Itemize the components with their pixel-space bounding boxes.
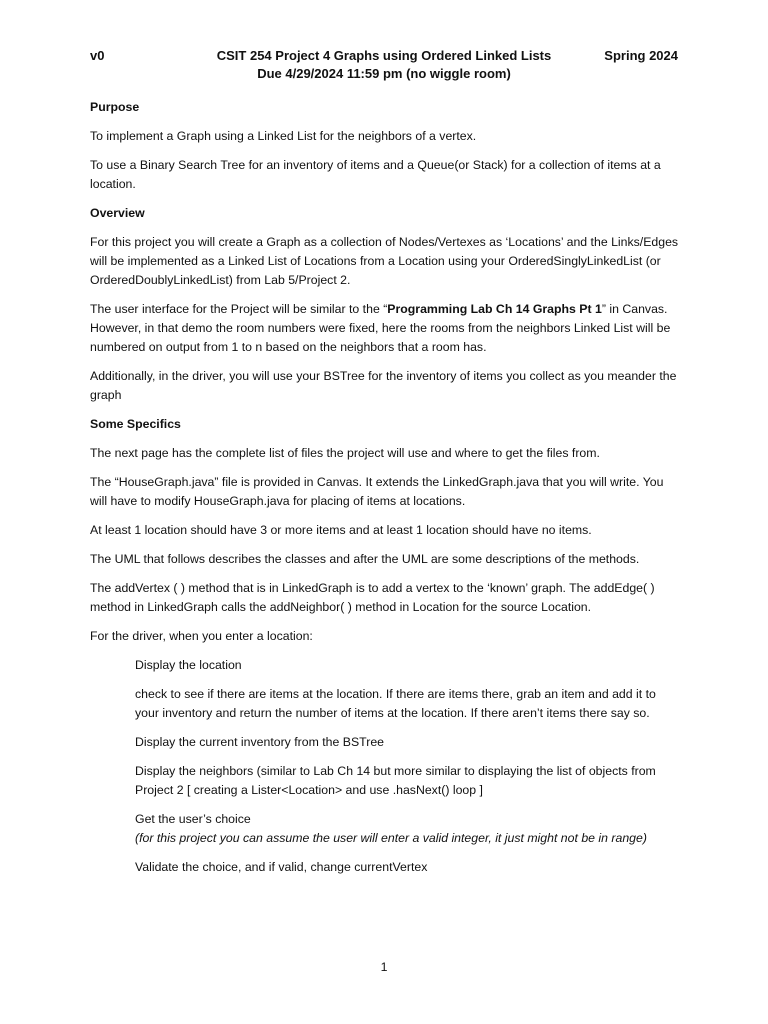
paragraph: To use a Binary Search Tree for an inventory of items and a Queue(or Stack) for a collection of items at a location.	[90, 158, 661, 191]
italic-note: (for this project you can assume the user will enter a valid integer, it just might not be in range)	[135, 831, 647, 845]
header-due-date: Due 4/29/2024 11:59 pm (no wiggle room)	[257, 66, 511, 81]
header-version: v0	[90, 48, 105, 63]
paragraph: The UML that follows describes the classes and after the UML are some descriptions of the methods.	[90, 552, 640, 566]
paragraph: The next page has the complete list of files the project will use and where to get the files from.	[90, 446, 600, 460]
header-title: CSIT 254 Project 4 Graphs using Ordered Linked Lists	[216, 48, 552, 63]
driver-step: Display the neighbors (similar to Lab Ch 14 but more similar to displaying the list of objects from Project 2 [ creating a Lister<Location> and use .hasNext() loop ]	[135, 764, 656, 797]
paragraph: The addVertex ( ) method that is in LinkedGraph is to add a vertex to the ‘known’ graph. The addEdge( ) method in LinkedGraph calls the addNeighbor( ) method in Location for the source Location.	[90, 581, 655, 614]
driver-step: check to see if there are items at the location. If there are items there, grab an item and add it to your inventory and return the number of items at the location. If there aren’t items there say so.	[135, 687, 656, 720]
header-term: Spring 2024	[604, 48, 678, 63]
section-heading-purpose: Purpose	[90, 100, 140, 114]
section-heading-overview: Overview	[90, 206, 145, 220]
document-body	[90, 98, 682, 887]
bold-lab-reference: Programming Lab Ch 14 Graphs Pt 1	[387, 302, 602, 316]
page-number: 1	[380, 960, 388, 974]
driver-step: Display the location	[135, 658, 242, 672]
paragraph: For the driver, when you enter a location:	[90, 629, 313, 643]
driver-step: Validate the choice, and if valid, change currentVertex	[135, 860, 428, 874]
paragraph: To implement a Graph using a Linked List for the neighbors of a vertex.	[90, 129, 477, 143]
text-run: ” in Canvas. However, in that demo the room numbers were fixed, here the rooms from the neighbors Linked List will be numbered on output from 1 to n based on the neighbors that a room has.	[90, 302, 671, 354]
paragraph: The “HouseGraph.java” file is provided in Canvas. It extends the LinkedGraph.java that you will write. You will have to modify HouseGraph.java for placing of items at locations.	[90, 475, 664, 508]
driver-step: Display the current inventory from the BSTree	[135, 735, 384, 749]
driver-step	[135, 810, 682, 848]
paragraph	[90, 300, 682, 357]
paragraph: Additionally, in the driver, you will use your BSTree for the inventory of items you collect as you meander the graph	[90, 369, 677, 402]
text-run: The user interface for the Project will be similar to the “	[90, 302, 388, 316]
paragraph: At least 1 location should have 3 or more items and at least 1 location should have no items.	[90, 523, 592, 537]
section-heading-specifics: Some Specifics	[90, 417, 181, 431]
text-run: Get the user’s choice	[135, 812, 251, 826]
paragraph: For this project you will create a Graph as a collection of Nodes/Vertexes as ‘Locations’ and the Links/Edges will be implemented as a Linked List of Locations from a Location using your OrderedSinglyLinkedList (or OrderedDoublyLinkedList) from Lab 5/Project 2.	[90, 235, 679, 287]
